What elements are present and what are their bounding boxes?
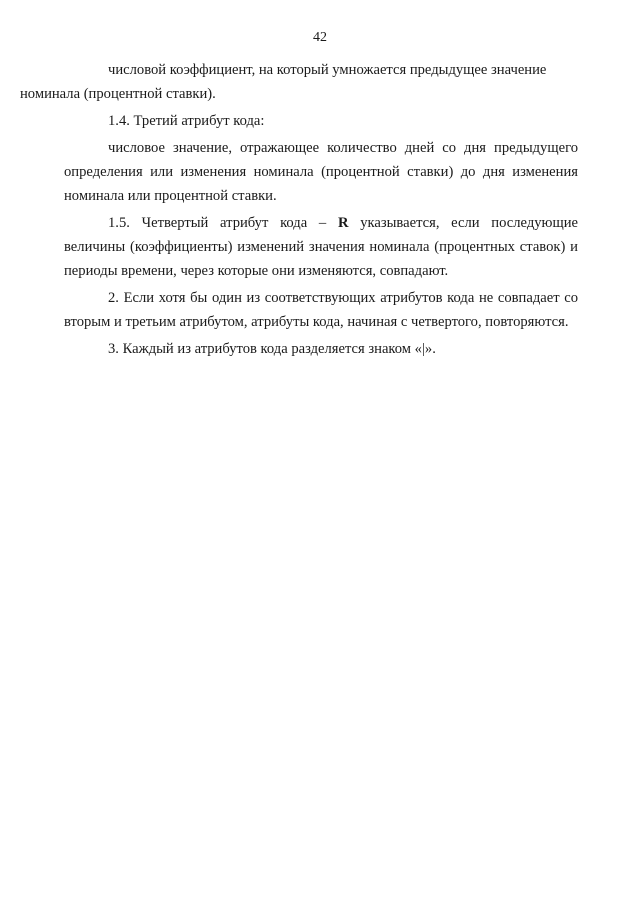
paragraph-attribute-mismatch: 2. Если хотя бы один из соответствующих атрибутов кода не совпадает со вторым и третьим атрибутом, атрибуты кода, начиная с четвертого, повторяются. <box>64 290 578 330</box>
page-number: 42 <box>313 30 327 45</box>
paragraph-multiplier <box>20 58 578 106</box>
paragraph-fourth-attribute <box>64 211 578 283</box>
fourth-attribute-text-end: указывается, если последующие величины (коэффициенты) изменений значения номинала (процентных ставок) и периоды времени, через которые они изменяются, совпадают. <box>64 215 578 279</box>
document-body <box>20 58 578 364</box>
code-letter-r: R <box>337 215 349 231</box>
paragraph-third-attribute-description: числовое значение, отражающее количество дней со дня предыдущего определения или изменения номинала (процентной ставки) до дня изменения номинала или процентной ставки. <box>64 140 578 204</box>
paragraph-separator: 3. Каждый из атрибутов кода разделяется знаком «|». <box>108 341 436 357</box>
paragraph-third-attribute-heading: 1.4. Третий атрибут кода: <box>108 113 265 129</box>
paragraph-multiplier-line2: номинала (процентной ставки). <box>20 86 216 102</box>
paragraph-multiplier-line1: числовой коэффициент, на который умножается предыдущее значение <box>108 62 547 78</box>
fourth-attribute-text-start: 1.5. Четвертый атрибут кода – <box>108 215 338 231</box>
